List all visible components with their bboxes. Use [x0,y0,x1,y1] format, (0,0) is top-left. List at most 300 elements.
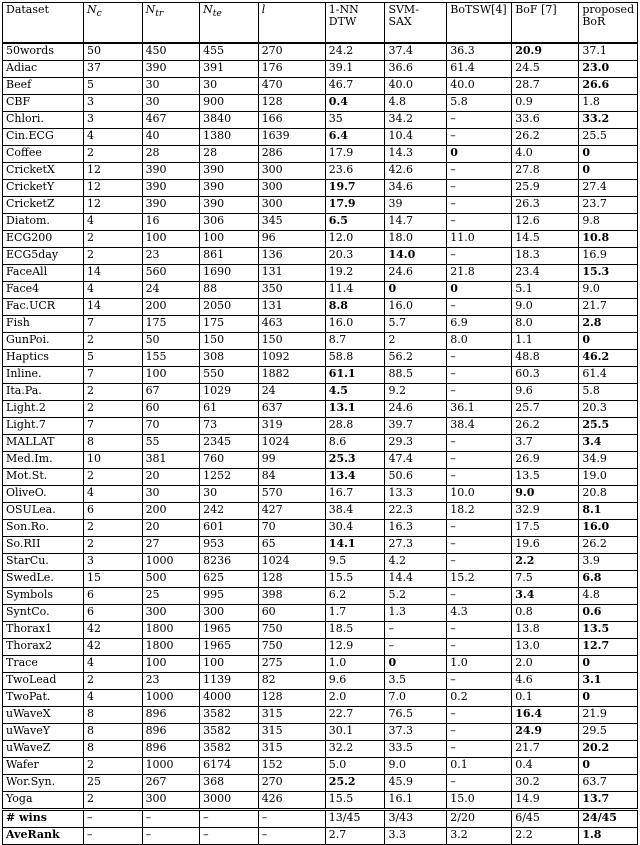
header-nc-label: N [86,3,97,16]
table-cell: 300 [200,605,259,622]
table-row [3,758,638,775]
table-cell: 8.8 [325,299,385,316]
table-cell: ECG200 [3,231,84,248]
table-cell: 4000 [200,690,259,707]
table-cell: 55 [142,435,200,452]
table-row [3,384,638,401]
table-row [3,639,638,656]
table-cell: – [447,367,512,384]
table-cell: 7.5 [512,571,579,588]
table-cell: – [447,741,512,758]
table-cell: 88.5 [385,367,447,384]
table-cell: 267 [142,775,200,792]
table-cell: Cin.ECG [3,129,84,146]
table-cell: 58.8 [325,350,385,367]
table-cell: 24.2 [325,43,385,61]
table-cell: 26.2 [579,537,638,554]
table-cell: 2 [83,231,142,248]
header-bof-label: BoF [7] [515,3,557,16]
table-cell: – [447,469,512,486]
table-cell: 2 [83,469,142,486]
table-cell: 36.6 [385,61,447,78]
table-row [3,43,638,61]
table-cell: 5.1 [512,282,579,299]
table-cell: 13.4 [325,469,385,486]
table-cell: 28 [142,146,200,163]
table-cell: 13.8 [512,622,579,639]
table-cell: 176 [258,61,325,78]
table-cell: 1800 [142,639,200,656]
table-cell: 6.4 [325,129,385,146]
table-cell: 88 [200,282,259,299]
table-cell: 1024 [258,554,325,571]
table-cell: 19.6 [512,537,579,554]
table-cell: 131 [258,299,325,316]
table-cell: 96 [258,231,325,248]
table-cell: 6 [83,605,142,622]
table-cell: 36.3 [447,43,512,61]
table-cell: 14 [83,265,142,282]
table-cell: – [447,520,512,537]
table-cell: – [447,180,512,197]
table-cell: 2 [83,384,142,401]
table-cell: – [200,810,259,828]
table-cell: CricketZ [3,197,84,214]
table-cell: 550 [200,367,259,384]
table-cell: Thorax2 [3,639,84,656]
table-cell: 42 [83,639,142,656]
table-cell: 12 [83,197,142,214]
table-cell: 896 [142,707,200,724]
table-cell: 14.7 [385,214,447,231]
table-cell: 9.6 [512,384,579,401]
table-cell: – [142,828,200,845]
table-cell: 23.0 [579,61,638,78]
table-cell: 10.4 [385,129,447,146]
table-cell: 13.3 [385,486,447,503]
table-cell: 13.1 [325,401,385,418]
table-cell: Light.7 [3,418,84,435]
table-cell: 300 [142,792,200,810]
table-row [3,537,638,554]
table-row [3,469,638,486]
table-cell: 30 [142,95,200,112]
table-row [3,707,638,724]
header-botsw [447,3,512,44]
table-cell: SwedLe. [3,571,84,588]
table-cell: 14.0 [385,248,447,265]
table-cell: 38.4 [447,418,512,435]
table-cell: 1.1 [512,333,579,350]
table-cell: 3000 [200,792,259,810]
table-cell: 175 [142,316,200,333]
table-cell: 25.3 [325,452,385,469]
table-cell: 61.4 [447,61,512,78]
table-cell: 0 [447,146,512,163]
table-cell: 40.0 [385,78,447,95]
table-cell: 10 [83,452,142,469]
table-cell: 3.4 [579,435,638,452]
table-cell: 1000 [142,554,200,571]
table-cell: 27.3 [385,537,447,554]
table-cell: 99 [258,452,325,469]
table-cell: 2.2 [512,828,579,845]
table-cell: 48.8 [512,350,579,367]
table-cell: 570 [258,486,325,503]
table-cell: 175 [200,316,259,333]
table-cell: 3582 [200,741,259,758]
table-cell: 1029 [200,384,259,401]
table-cell: 3 [83,112,142,129]
table-cell: 26.3 [512,197,579,214]
header-bor-line1: proposed [582,3,635,16]
table-cell: 17.9 [325,197,385,214]
table-cell: 2 [83,758,142,775]
table-cell: 2 [83,333,142,350]
results-table [2,2,638,845]
table-cell: 601 [200,520,259,537]
table-cell: Fish [3,316,84,333]
table-cell: 14.9 [512,792,579,810]
table-row [3,231,638,248]
table-cell: 6.9 [447,316,512,333]
table-cell: 1024 [258,435,325,452]
table-cell: 1965 [200,622,259,639]
table-cell: Med.Im. [3,452,84,469]
header-dataset-label: Dataset [6,3,49,16]
table-cell: – [447,384,512,401]
table-cell: 30 [200,486,259,503]
table-row [3,163,638,180]
table-cell: 750 [258,639,325,656]
header-bor-line2: BoR [582,15,606,28]
table-cell: 5 [83,78,142,95]
table-cell: 300 [142,605,200,622]
table-cell: 1800 [142,622,200,639]
table-cell: 1965 [200,639,259,656]
table-cell: 6 [83,588,142,605]
table-cell: 166 [258,112,325,129]
table-cell: 46.7 [325,78,385,95]
table-cell: 319 [258,418,325,435]
table-cell: 12 [83,180,142,197]
table-cell: 625 [200,571,259,588]
table-row [3,724,638,741]
table-cell: FaceAll [3,265,84,282]
table-cell: 6.5 [325,214,385,231]
table-cell: 21.9 [579,707,638,724]
table-cell: 8.0 [512,316,579,333]
table-cell: 9.8 [579,214,638,231]
table-cell: 12 [83,163,142,180]
table-cell: 2050 [200,299,259,316]
table-cell: 15.3 [579,265,638,282]
table-cell: 6/45 [512,810,579,828]
table-cell: 7 [83,316,142,333]
table-cell: 50 [142,333,200,350]
table-cell: 463 [258,316,325,333]
table-cell: 8 [83,741,142,758]
table-cell: 1.7 [325,605,385,622]
table-row [3,78,638,95]
table-cell: 3 [83,95,142,112]
table-cell: 11.0 [447,231,512,248]
table-cell: – [447,435,512,452]
table-cell: 381 [142,452,200,469]
header-svm-sax [385,3,447,44]
table-cell: 26.2 [512,129,579,146]
table-cell: 152 [258,758,325,775]
table-cell: 29.5 [579,724,638,741]
table-cell: 0 [579,656,638,673]
table-cell: 33.6 [512,112,579,129]
table-cell: 40 [142,129,200,146]
table-cell: 3840 [200,112,259,129]
table-cell: 30 [200,78,259,95]
table-cell: 2/20 [447,810,512,828]
table-cell: 12.7 [579,639,638,656]
table-body [3,43,638,810]
table-cell: – [447,554,512,571]
table-cell: 9.5 [325,554,385,571]
table-cell: 61.4 [579,367,638,384]
table-cell: 4 [83,656,142,673]
table-cell: 8 [83,707,142,724]
table-cell: 60 [142,401,200,418]
table-cell: 32.9 [512,503,579,520]
table-cell: 14.1 [325,537,385,554]
table-cell: 0.4 [325,95,385,112]
table-cell: – [447,248,512,265]
table-cell: 450 [142,43,200,61]
table-cell: 4.8 [579,588,638,605]
table-row [3,316,638,333]
table-cell: 15.5 [325,792,385,810]
table-cell: 65 [258,537,325,554]
table-cell: 3.7 [512,435,579,452]
table-cell: 0.2 [447,690,512,707]
table-cell: 500 [142,571,200,588]
table-cell: GunPoi. [3,333,84,350]
table-cell: 28.8 [325,418,385,435]
table-row [3,180,638,197]
header-nte [200,3,259,44]
table-cell: 390 [142,197,200,214]
table-cell: 4.5 [325,384,385,401]
table-row [3,605,638,622]
summary-body [3,810,638,845]
table-cell: 242 [200,503,259,520]
table-row [3,146,638,163]
table-cell: 7 [83,367,142,384]
table-cell: 4 [83,690,142,707]
table-cell: – [447,163,512,180]
table-row [3,588,638,605]
table-cell: OSULea. [3,503,84,520]
table-cell: 16.0 [579,520,638,537]
table-cell: 30.1 [325,724,385,741]
table-cell: Thorax1 [3,622,84,639]
table-cell: 40.0 [447,78,512,95]
table-cell: uWaveZ [3,741,84,758]
table-cell: 14.5 [512,231,579,248]
table-cell: 36.1 [447,401,512,418]
table-cell: 16.1 [385,792,447,810]
table-cell: 306 [200,214,259,231]
table-cell: 67 [142,384,200,401]
table-cell: 30 [142,78,200,95]
table-cell: 23.6 [325,163,385,180]
table-cell: – [447,724,512,741]
table-cell: 0 [579,690,638,707]
table-row [3,401,638,418]
table-cell: 100 [200,231,259,248]
table-cell: – [447,622,512,639]
table-cell: 29.3 [385,435,447,452]
table-cell: 37.4 [385,43,447,61]
table-cell: 35 [325,112,385,129]
table-cell: 25.2 [325,775,385,792]
table-cell: 22.7 [325,707,385,724]
table-cell: 33.5 [385,741,447,758]
table-cell: 12.6 [512,214,579,231]
table-row [3,129,638,146]
table-cell: 27.4 [579,180,638,197]
table-cell: 37 [83,61,142,78]
table-cell: 0.8 [512,605,579,622]
table-cell: Haptics [3,350,84,367]
table-row [3,503,638,520]
table-cell: 275 [258,656,325,673]
table-cell: 37.1 [579,43,638,61]
header-bof [512,3,579,44]
table-cell: 315 [258,724,325,741]
table-cell: 2 [385,333,447,350]
table-cell: – [447,350,512,367]
table-cell: 9.0 [512,299,579,316]
table-cell: 0 [385,656,447,673]
table-row [3,418,638,435]
table-cell: 23 [142,673,200,690]
table-cell: 19.0 [579,469,638,486]
table-cell: 15.2 [447,571,512,588]
table-cell: 6 [83,503,142,520]
table-row [3,486,638,503]
table-cell: So.RII [3,537,84,554]
table-cell: 24.5 [512,61,579,78]
table-cell: 14.3 [385,146,447,163]
table-cell: 63.7 [579,775,638,792]
table-cell: 12.0 [325,231,385,248]
table-cell: – [83,810,142,828]
table-cell: 15 [83,571,142,588]
table-cell: 270 [258,775,325,792]
table-cell: 391 [200,61,259,78]
table-cell: 9.6 [325,673,385,690]
table-cell: 4.0 [512,146,579,163]
table-cell: 2.0 [325,690,385,707]
table-cell: SyntCo. [3,605,84,622]
table-cell: 2 [83,146,142,163]
table-cell: 0 [385,282,447,299]
table-cell: 2.7 [325,828,385,845]
table-cell: Light.2 [3,401,84,418]
table-cell: Fac.UCR [3,299,84,316]
table-cell: 6.2 [325,588,385,605]
table-cell: 398 [258,588,325,605]
table-cell: 9.0 [512,486,579,503]
table-cell: 16.0 [325,316,385,333]
table-cell: 0 [447,282,512,299]
table-row [3,622,638,639]
table-cell: 3.2 [447,828,512,845]
table-cell: 30.4 [325,520,385,537]
table-cell: 8236 [200,554,259,571]
table-row [3,367,638,384]
table-cell: 8.6 [325,435,385,452]
table-cell: 3582 [200,724,259,741]
table-cell: 2 [83,537,142,554]
table-cell: 18.2 [447,503,512,520]
table-cell: – [385,639,447,656]
table-cell: – [385,622,447,639]
table-cell: 4 [83,282,142,299]
header-botsw-label: BoTSW[4] [450,3,507,16]
table-cell: 17.5 [512,520,579,537]
table-cell: 34.9 [579,452,638,469]
table-cell: 39 [385,197,447,214]
table-cell: 4.8 [385,95,447,112]
table-cell: 3 [83,554,142,571]
table-cell: 5.8 [579,384,638,401]
results-table-container [2,2,638,845]
table-cell: 2.8 [579,316,638,333]
table-cell: 4 [83,486,142,503]
table-cell: 19.2 [325,265,385,282]
table-cell: 25.5 [579,418,638,435]
table-cell: 84 [258,469,325,486]
table-cell: 38.4 [325,503,385,520]
table-cell: 5.8 [447,95,512,112]
table-cell: StarCu. [3,554,84,571]
table-cell: – [258,810,325,828]
table-cell: 20 [142,520,200,537]
header-length [258,3,325,44]
header-1nn-dtw-line2: DTW [328,15,357,28]
table-cell: 10.0 [447,486,512,503]
table-cell: 37.3 [385,724,447,741]
table-cell: 1092 [258,350,325,367]
table-cell: Face4 [3,282,84,299]
table-cell: 0 [579,333,638,350]
table-cell: 9.0 [385,758,447,775]
table-cell: 25.5 [579,129,638,146]
table-cell: 3.3 [385,828,447,845]
table-cell: Inline. [3,367,84,384]
table-cell: 995 [200,588,259,605]
table-cell: 24.6 [385,265,447,282]
table-row [3,248,638,265]
table-cell: 27 [142,537,200,554]
table-cell: 0 [579,146,638,163]
table-cell: 20 [142,469,200,486]
table-cell: 2 [83,248,142,265]
table-row [3,452,638,469]
table-cell: 750 [258,622,325,639]
table-cell: 21.7 [512,741,579,758]
table-cell: 13.5 [512,469,579,486]
table-row [3,520,638,537]
